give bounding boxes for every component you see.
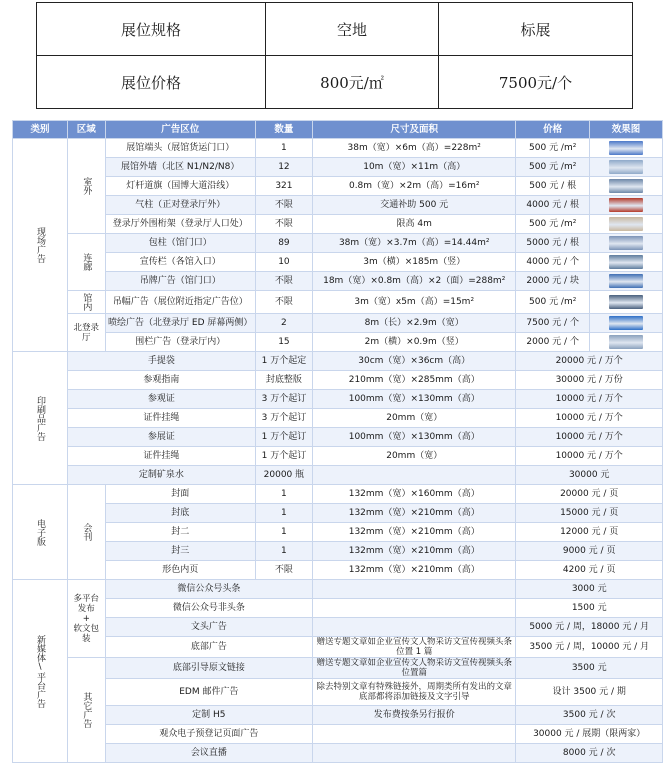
ad-qty: 20000 瓶: [255, 466, 312, 485]
ad-area: 底部广告: [105, 637, 312, 658]
preview-image: [609, 335, 643, 349]
region-other: 其它广告: [68, 658, 106, 763]
preview-image: [609, 274, 643, 288]
ad-price: 30000 元: [516, 466, 663, 485]
table-row: [13, 291, 663, 314]
ad-area: 参观证: [68, 390, 256, 409]
ad-qty: 不限: [255, 215, 312, 234]
ad-qty: 1: [255, 139, 312, 158]
ad-area: 围栏广告（登录厅内）: [105, 333, 255, 352]
ad-size: [313, 599, 516, 618]
advertising-price-table: [12, 120, 663, 763]
table-row: [13, 523, 663, 542]
preview-cell: [589, 196, 662, 215]
ad-price: 4000 元 / 个: [516, 253, 590, 272]
preview-cell: [589, 215, 662, 234]
standard-booth-label: 标展: [439, 3, 633, 56]
ad-area: 喷绘广告（北登录厅 ED 屏幕两侧）: [105, 314, 255, 333]
category-electronic: 电子版: [13, 485, 68, 580]
bare-space-label: 空地: [266, 3, 439, 56]
table-row: [13, 234, 663, 253]
header-category: 类别: [13, 121, 68, 139]
table-row: [13, 314, 663, 333]
ad-area: 吊幅广告（展位附近指定广告位）: [105, 291, 255, 314]
ad-area: 气柱（正对登录厅外）: [105, 196, 255, 215]
header-preview: 效果图: [589, 121, 662, 139]
table-row: [13, 333, 663, 352]
ad-price: 3000 元: [516, 580, 663, 599]
preview-cell: [589, 272, 662, 291]
ad-size: [313, 725, 516, 744]
ad-size: 10m（宽）×11m（高）: [313, 158, 516, 177]
table-row: [13, 371, 663, 390]
ad-size: 20mm（宽）: [313, 409, 516, 428]
preview-cell: [589, 291, 662, 314]
ad-qty: 1: [255, 504, 312, 523]
table-row: [13, 706, 663, 725]
preview-cell: [589, 177, 662, 196]
ad-qty: 89: [255, 234, 312, 253]
ad-price: 500 元 /m²: [516, 291, 590, 314]
ad-area: 文头广告: [105, 618, 312, 637]
ad-size: 132mm（宽）×210mm（高）: [313, 523, 516, 542]
ad-size: 30cm（宽）×36cm（高）: [313, 352, 516, 371]
table-row: [13, 679, 663, 706]
category-newmedia: 新媒体\平台广告: [13, 580, 68, 763]
ad-price: 1500 元: [516, 599, 663, 618]
ad-price: 12000 元 / 页: [516, 523, 663, 542]
ad-price: 4000 元 / 根: [516, 196, 590, 215]
ad-price: 3500 元: [516, 658, 663, 679]
region-magazine: 会刊: [68, 485, 106, 580]
ad-qty: 封底整版: [255, 371, 312, 390]
ad-size: 18m（宽）×0.8m（高）×2（面）=288m²: [313, 272, 516, 291]
ad-area: 参观指南: [68, 371, 256, 390]
table-row: [13, 599, 663, 618]
preview-image: [609, 217, 643, 231]
ad-qty: 15: [255, 333, 312, 352]
region-multi-platform: 多平台发布 + 软文包装: [68, 580, 106, 658]
ad-area: 展馆端头（展馆货运门口）: [105, 139, 255, 158]
ad-price: 10000 元 / 万个: [516, 428, 663, 447]
ad-area: 登录厅外围桁架（登录厅人口处）: [105, 215, 255, 234]
preview-cell: [589, 253, 662, 272]
ad-area: 证件挂绳: [68, 447, 256, 466]
ad-price: 10000 元 / 万个: [516, 447, 663, 466]
ad-area: 封二: [105, 523, 255, 542]
ad-price: 30000 元 / 万份: [516, 371, 663, 390]
ad-size: 3m（宽）x5m（高）=15m²: [313, 291, 516, 314]
ad-area: EDM 邮件广告: [105, 679, 312, 706]
table-row: [13, 637, 663, 658]
ad-area: 包柱（馆门口）: [105, 234, 255, 253]
region-indoor: 馆内: [68, 291, 106, 314]
ad-price: 500 元 /m²: [516, 158, 590, 177]
header-row: [13, 121, 663, 139]
ad-qty: 3 万个起订: [255, 409, 312, 428]
ad-size: 3m（横）×185m（竖）: [313, 253, 516, 272]
ad-area: 参展证: [68, 428, 256, 447]
table-row: [13, 504, 663, 523]
ad-price: 10000 元 / 万个: [516, 390, 663, 409]
table-row: [13, 352, 663, 371]
ad-area: 封面: [105, 485, 255, 504]
ad-size: 100mm（宽）×130mm（高）: [313, 428, 516, 447]
preview-image: [609, 295, 643, 309]
preview-cell: [589, 139, 662, 158]
table-row: [13, 658, 663, 679]
preview-image: [609, 255, 643, 269]
ad-qty: 1: [255, 523, 312, 542]
ad-area: 形色内页: [105, 561, 255, 580]
ad-area: 微信公众号头条: [105, 580, 312, 599]
ad-price: 30000 元 / 展期（限两家）: [516, 725, 663, 744]
ad-price: 7500 元 / 个: [516, 314, 590, 333]
ad-size: 132mm（宽）×160mm（高）: [313, 485, 516, 504]
region-outdoor: 室外: [68, 139, 106, 234]
ad-size: 132mm（宽）×210mm（高）: [313, 561, 516, 580]
ad-area: 手提袋: [68, 352, 256, 371]
ad-qty: 不限: [255, 272, 312, 291]
table-row: [13, 466, 663, 485]
ad-price: 500 元 /m²: [516, 139, 590, 158]
ad-qty: 1 万个起定: [255, 352, 312, 371]
ad-size: 赠送专题文章如企业宣传文人物采访文宣传视频头条位置篇: [313, 658, 516, 679]
table-row: [13, 561, 663, 580]
ad-size: 发布费按条另行报价: [313, 706, 516, 725]
ad-price: 20000 元 / 页: [516, 485, 663, 504]
table-row: [13, 158, 663, 177]
ad-price: 15000 元 / 页: [516, 504, 663, 523]
ad-size: 2m（横）×0.9m（竖）: [313, 333, 516, 352]
header-size: 尺寸及面积: [313, 121, 516, 139]
table-row: [13, 580, 663, 599]
ad-size: 0.8m（宽）×2m（高）=16m²: [313, 177, 516, 196]
preview-cell: [589, 314, 662, 333]
preview-cell: [589, 158, 662, 177]
ad-qty: 321: [255, 177, 312, 196]
table-row: [13, 744, 663, 763]
ad-qty: 12: [255, 158, 312, 177]
region-north-hall: 北登录厅: [68, 314, 106, 352]
ad-price: 20000 元 / 万个: [516, 352, 663, 371]
preview-image: [609, 141, 643, 155]
table-row: [13, 618, 663, 637]
ad-area: 封三: [105, 542, 255, 561]
ad-price: 2000 元 / 块: [516, 272, 590, 291]
soft-article-label: 软文包装: [73, 623, 100, 644]
ad-qty: 1: [255, 542, 312, 561]
ad-size: [313, 580, 516, 599]
preview-cell: [589, 333, 662, 352]
table-row: [13, 390, 663, 409]
header-ad-position: 广告区位: [105, 121, 255, 139]
ad-size: 38m（宽）×3.7m（高）=14.44m²: [313, 234, 516, 253]
table-row: [13, 196, 663, 215]
ad-area: 定制 H5: [105, 706, 312, 725]
ad-size: 20mm（宽）: [313, 447, 516, 466]
ad-size: 210mm（宽）×285mm（高）: [313, 371, 516, 390]
ad-size: 赠送专题文章如企业宣传文人物采访文宣传视频头条位置 1 篇: [313, 637, 516, 658]
bare-space-price: 800元/㎡: [266, 56, 439, 109]
ad-size: [313, 466, 516, 485]
ad-qty: 1 万个起订: [255, 447, 312, 466]
table-row: [13, 725, 663, 744]
ad-size: 100mm（宽）×130mm（高）: [313, 390, 516, 409]
ad-price: 4200 元 / 页: [516, 561, 663, 580]
preview-image: [609, 198, 643, 212]
ad-size: 交通补助 500 元: [313, 196, 516, 215]
category-print: 印刷品广告: [13, 352, 68, 485]
table-row: [13, 428, 663, 447]
ad-area: 证件挂绳: [68, 409, 256, 428]
table-row: [13, 215, 663, 234]
ad-area: 展馆外墙（北区 N1/N2/N8）: [105, 158, 255, 177]
preview-cell: [589, 234, 662, 253]
table-row: [13, 409, 663, 428]
ad-price: 2000 元 / 个: [516, 333, 590, 352]
table-row: [13, 485, 663, 504]
booth-price-table: [36, 2, 633, 109]
ad-price: 500 元 / 根: [516, 177, 590, 196]
ad-size: [313, 618, 516, 637]
ad-area: 吊牌广告（馆门口）: [105, 272, 255, 291]
ad-area: 定制矿泉水: [68, 466, 256, 485]
ad-size: 限高 4m: [313, 215, 516, 234]
ad-area: 宣传栏（各馆入口）: [105, 253, 255, 272]
booth-price-label: 展位价格: [37, 56, 266, 109]
preview-image: [609, 179, 643, 193]
ad-qty: 2: [255, 314, 312, 333]
table-row: [13, 177, 663, 196]
table-row: [13, 447, 663, 466]
ad-qty: 不限: [255, 291, 312, 314]
table-row: [13, 253, 663, 272]
category-onsite: 现场广告: [13, 139, 68, 352]
ad-price: 10000 元 / 万个: [516, 409, 663, 428]
ad-area: 封底: [105, 504, 255, 523]
table-row: [13, 272, 663, 291]
ad-size: 38m（宽）×6m（高）=228m²: [313, 139, 516, 158]
ad-qty: 不限: [255, 196, 312, 215]
ad-area: 灯杆道旗（国博大道沿线）: [105, 177, 255, 196]
header-region: 区域: [68, 121, 106, 139]
ad-qty: 1: [255, 485, 312, 504]
table-row: [13, 139, 663, 158]
ad-size: 132mm（宽）×210mm（高）: [313, 542, 516, 561]
ad-area: 观众电子预登记页面广告: [105, 725, 312, 744]
preview-image: [609, 236, 643, 250]
ad-size: [313, 744, 516, 763]
preview-image: [609, 316, 643, 330]
header-price: 价格: [516, 121, 590, 139]
ad-size: 132mm（宽）×210mm（高）: [313, 504, 516, 523]
ad-size: 除去特别文章有特殊链接外，周期类所有发出的文章底部都将添加链接及文字引导: [313, 679, 516, 706]
ad-price: 500 元 /m²: [516, 215, 590, 234]
preview-image: [609, 160, 643, 174]
ad-area: 底部引导原文链接: [105, 658, 312, 679]
table-row: [13, 542, 663, 561]
ad-qty: 不限: [255, 561, 312, 580]
ad-qty: 10: [255, 253, 312, 272]
ad-area: 微信公众号非头条: [105, 599, 312, 618]
region-corridor: 连廊: [68, 234, 106, 291]
ad-price: 8000 元 / 次: [516, 744, 663, 763]
ad-qty: 1 万个起订: [255, 428, 312, 447]
booth-spec-label: 展位规格: [37, 3, 266, 56]
ad-price: 9000 元 / 页: [516, 542, 663, 561]
standard-booth-price: 7500元/个: [439, 56, 633, 109]
ad-price: 3500 元 / 周，10000 元 / 月: [516, 637, 663, 658]
ad-price: 5000 元 / 根: [516, 234, 590, 253]
ad-size: 8m（长）×2.9m（宽）: [313, 314, 516, 333]
ad-qty: 3 万个起订: [255, 390, 312, 409]
ad-price: 5000 元 / 周，18000 元 / 月: [516, 618, 663, 637]
ad-area: 会议直播: [105, 744, 312, 763]
multi-platform-label: 多平台发布: [73, 593, 100, 614]
ad-price: 3500 元 / 次: [516, 706, 663, 725]
header-quantity: 数量: [255, 121, 312, 139]
ad-price: 设计 3500 元 / 期: [516, 679, 663, 706]
